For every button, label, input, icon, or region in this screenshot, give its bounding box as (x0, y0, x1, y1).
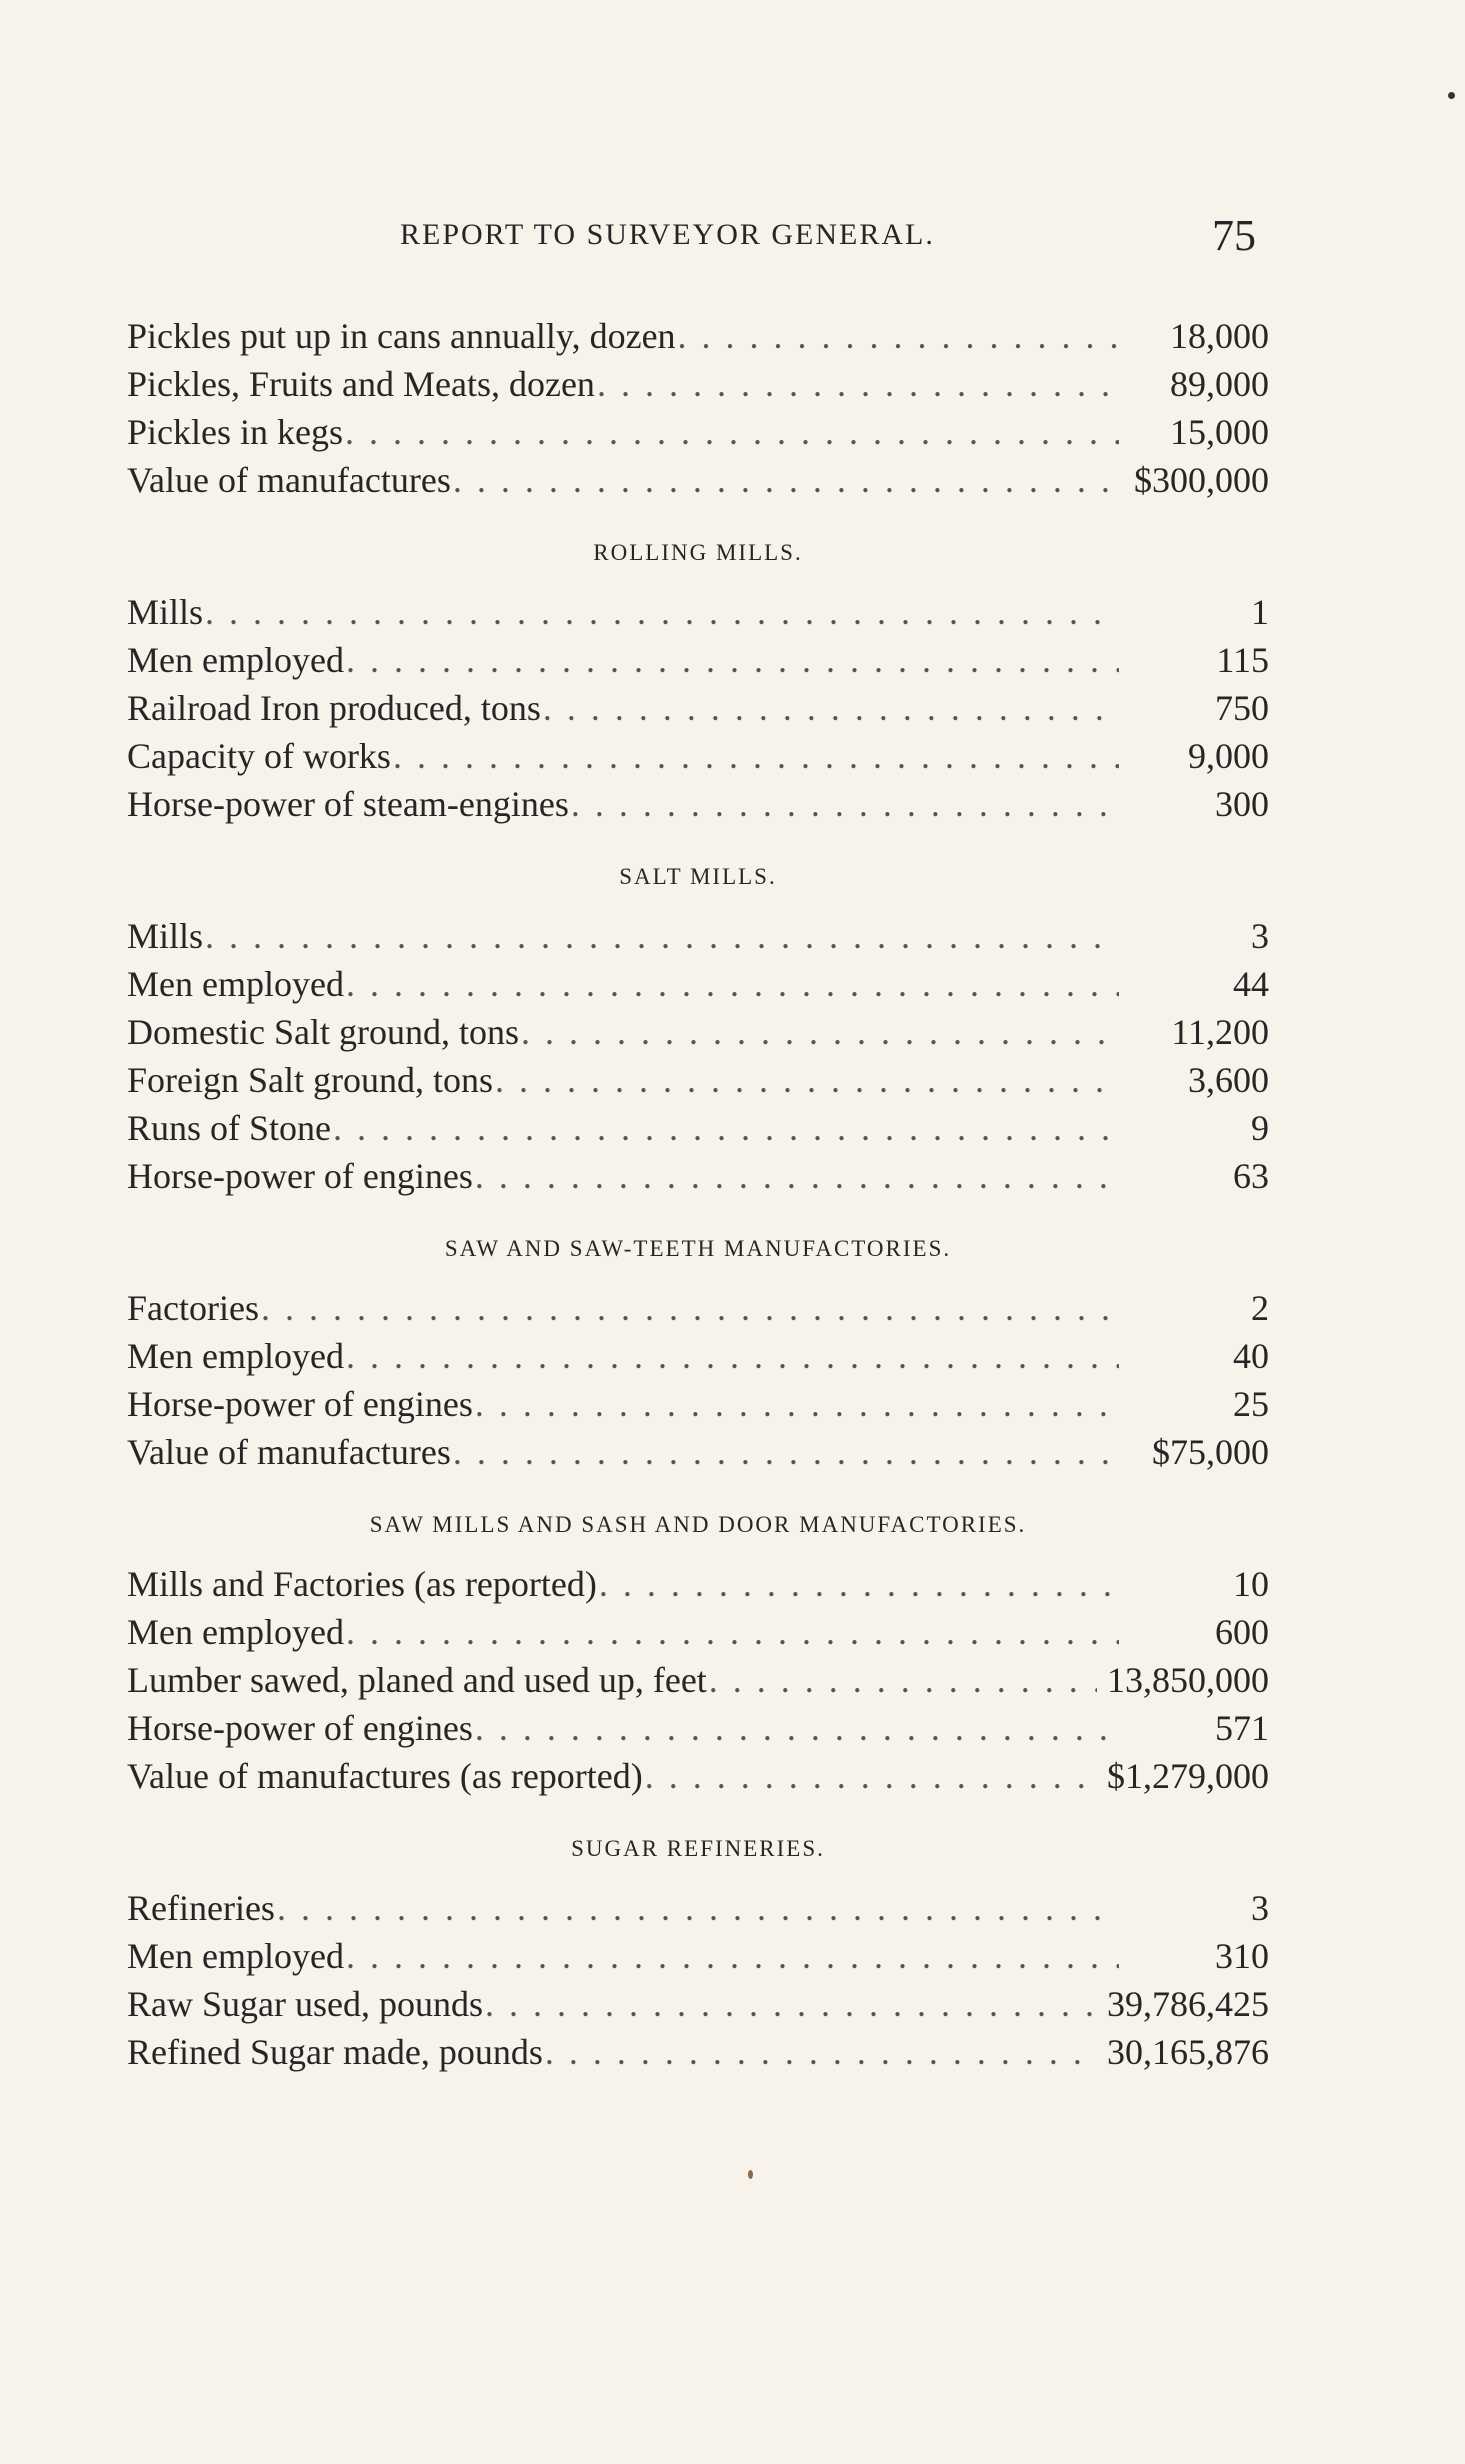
row-label: Value of manufactures (127, 460, 451, 500)
row-label: Lumber sawed, planed and used up, feet (127, 1660, 707, 1700)
row-value: 15,000 (1170, 412, 1269, 452)
row-value: 3 (1251, 916, 1269, 956)
table-row (127, 780, 1269, 828)
row-label: Railroad Iron produced, tons (127, 688, 541, 728)
row-value: 600 (1215, 1612, 1269, 1652)
row-label: Foreign Salt ground, tons (127, 1060, 493, 1100)
section-rolling-mills (127, 538, 1269, 828)
dot-leader (346, 636, 1119, 684)
dot-leader (346, 1608, 1119, 1656)
table-row (127, 1152, 1269, 1200)
section-heading: SAW AND SAW-TEETH MANUFACTORIES. (444, 1236, 952, 1261)
table-row (127, 636, 1269, 684)
dot-leader (545, 2028, 1097, 2076)
row-label: Capacity of works (127, 736, 391, 776)
dot-leader (475, 1152, 1119, 1200)
table-row (127, 1980, 1269, 2028)
dot-leader (205, 588, 1119, 636)
row-label: Mills (127, 916, 204, 956)
row-value: $300,000 (1134, 460, 1269, 500)
table-row (127, 1104, 1269, 1152)
row-label: Men employed (127, 1612, 344, 1652)
table-row (127, 960, 1269, 1008)
page-header (0, 210, 1465, 270)
dot-leader (495, 1056, 1119, 1104)
dot-leader (645, 1752, 1097, 1800)
table-row (127, 1884, 1269, 1932)
section-salt-mills (127, 862, 1269, 1200)
row-label: Runs of Stone (127, 1108, 332, 1148)
table-row (127, 1752, 1269, 1800)
row-label: Men employed (127, 1936, 344, 1976)
page-number: 75 (1212, 211, 1256, 260)
row-label: Men employed (127, 1336, 344, 1376)
table-row (127, 1056, 1269, 1104)
table-row (127, 408, 1269, 456)
dot-leader (597, 360, 1119, 408)
dot-leader (345, 408, 1119, 456)
dot-leader (709, 1656, 1097, 1704)
row-label: Mills and Factories (as reported) (127, 1564, 597, 1604)
table-row (127, 312, 1269, 360)
row-value: 44 (1233, 964, 1269, 1004)
table-row (127, 360, 1269, 408)
table-row (127, 2028, 1269, 2076)
table-row (127, 456, 1269, 504)
row-label: Horse-power of engines (127, 1156, 473, 1196)
row-value: 89,000 (1170, 364, 1269, 404)
row-value: 310 (1215, 1936, 1269, 1976)
section-heading: SAW MILLS AND SASH AND DOOR MANUFACTORIES. (369, 1512, 1027, 1537)
table-row (127, 1380, 1269, 1428)
row-label: Domestic Salt ground, tons (127, 1012, 519, 1052)
dot-leader (571, 780, 1119, 828)
dot-leader (346, 960, 1119, 1008)
table-row (127, 1560, 1269, 1608)
paper-speck (1448, 92, 1455, 99)
row-value: $75,000 (1152, 1432, 1269, 1472)
row-value: 9 (1251, 1108, 1269, 1148)
row-label: Factories (127, 1288, 259, 1328)
table-row (127, 1284, 1269, 1332)
dot-leader (475, 1704, 1119, 1752)
dot-leader (346, 1332, 1119, 1380)
dot-leader (678, 312, 1119, 360)
row-value: 10 (1233, 1564, 1269, 1604)
row-value: 750 (1215, 688, 1269, 728)
row-value: 9,000 (1188, 736, 1269, 776)
section-heading: ROLLING MILLS. (593, 540, 803, 565)
row-value: 1 (1251, 592, 1269, 632)
table-row (127, 732, 1269, 780)
row-label: Men employed (127, 640, 344, 680)
dot-leader (333, 1104, 1119, 1152)
dot-leader (543, 684, 1119, 732)
dot-leader (453, 456, 1119, 504)
section-heading: SALT MILLS. (619, 864, 777, 889)
row-value: 30,165,876 (1107, 2032, 1269, 2072)
dot-leader (277, 1884, 1119, 1932)
row-value: 63 (1233, 1156, 1269, 1196)
row-label: Pickles, Fruits and Meats, dozen (127, 364, 595, 404)
row-label: Horse-power of engines (127, 1708, 473, 1748)
table-row (127, 912, 1269, 960)
section-sugar-refineries (127, 1834, 1269, 2076)
row-value: 18,000 (1170, 316, 1269, 356)
row-label: Mills (127, 592, 204, 632)
section-heading: SUGAR REFINERIES. (571, 1836, 825, 1861)
table-row (127, 1656, 1269, 1704)
dot-leader (475, 1380, 1119, 1428)
table-row (127, 1428, 1269, 1476)
row-label: Pickles in kegs (127, 412, 343, 452)
row-label: Value of manufactures (127, 1432, 451, 1472)
dot-leader (393, 732, 1119, 780)
row-value: 13,850,000 (1107, 1660, 1269, 1700)
row-label: Raw Sugar used, pounds (127, 1984, 483, 2024)
table-row (127, 1332, 1269, 1380)
row-value: 3,600 (1188, 1060, 1269, 1100)
paper-speck (748, 2170, 753, 2179)
dot-leader (599, 1560, 1119, 1608)
row-label: Pickles put up in cans annually, dozen (127, 316, 676, 356)
row-label: Men employed (127, 964, 344, 1004)
table-row (127, 1008, 1269, 1056)
row-value: $1,279,000 (1107, 1756, 1269, 1796)
row-value: 25 (1233, 1384, 1269, 1424)
table-row (127, 588, 1269, 636)
table-row (127, 684, 1269, 732)
table-row (127, 1704, 1269, 1752)
row-label: Horse-power of steam-engines (127, 784, 569, 824)
dot-leader (485, 1980, 1097, 2028)
dot-leader (261, 1284, 1119, 1332)
row-label: Refineries (127, 1888, 275, 1928)
row-label: Horse-power of engines (127, 1384, 473, 1424)
row-value: 11,200 (1171, 1012, 1269, 1052)
table-row (127, 1608, 1269, 1656)
row-label: Value of manufactures (as reported) (127, 1756, 643, 1796)
row-value: 300 (1215, 784, 1269, 824)
section-saw-mills (127, 1510, 1269, 1800)
table-row (127, 1932, 1269, 1980)
row-value: 571 (1215, 1708, 1269, 1748)
dot-leader (453, 1428, 1119, 1476)
dot-leader (205, 912, 1119, 960)
row-value: 3 (1251, 1888, 1269, 1928)
row-value: 2 (1251, 1288, 1269, 1328)
report-body (127, 312, 1269, 2076)
section-saw-teeth (127, 1234, 1269, 1476)
running-title: REPORT TO SURVEYOR GENERAL. (400, 218, 935, 251)
dot-leader (346, 1932, 1119, 1980)
pickles-group (127, 312, 1269, 504)
row-value: 39,786,425 (1107, 1984, 1269, 2024)
row-label: Refined Sugar made, pounds (127, 2032, 543, 2072)
row-value: 40 (1233, 1336, 1269, 1376)
row-value: 115 (1216, 640, 1269, 680)
dot-leader (521, 1008, 1119, 1056)
